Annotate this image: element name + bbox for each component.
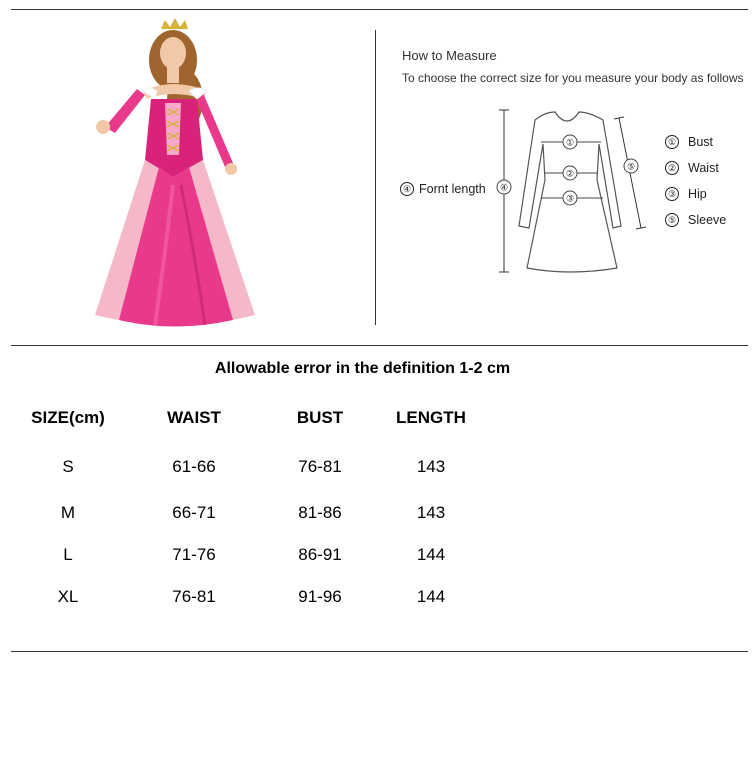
row-m-length: 143 — [416, 503, 446, 522]
row-xl-bust: 91-96 — [298, 587, 342, 606]
row-l-size: L — [63, 545, 73, 564]
row-xl-size: XL — [57, 587, 79, 606]
legend-waist — [665, 161, 719, 175]
legend-number: ③ — [665, 187, 679, 201]
row-s-size: S — [62, 457, 74, 476]
mark-4: ④ — [499, 182, 509, 193]
row-l-bust: 86-91 — [298, 545, 342, 564]
row-m-waist: 66-71 — [172, 503, 216, 522]
front-length-label — [400, 182, 486, 196]
row-xl-length: 144 — [416, 587, 446, 606]
row-s-waist: 61-66 — [172, 457, 216, 476]
front-length-text: Fornt length — [419, 182, 486, 196]
vertical-divider — [375, 30, 376, 325]
row-s-length: 143 — [416, 457, 446, 476]
legend-label: Hip — [688, 187, 707, 201]
row-m-size: M — [60, 503, 76, 522]
header-size: SIZE(cm) — [31, 408, 105, 427]
front-length-number: ④ — [400, 182, 414, 196]
mark-2: ② — [565, 168, 575, 179]
middle-divider — [11, 345, 748, 346]
mark-3: ③ — [565, 193, 575, 204]
legend-number: ① — [665, 135, 679, 149]
top-divider — [11, 9, 748, 10]
how-to-measure-subtitle: To choose the correct size for you measure your body as follows — [402, 71, 744, 85]
row-m-bust: 81-86 — [298, 503, 342, 522]
crown-icon — [161, 18, 188, 29]
legend-label: Sleeve — [688, 213, 727, 227]
legend-number: ② — [665, 161, 679, 175]
row-l-length: 144 — [416, 545, 446, 564]
how-to-measure-title: How to Measure — [402, 48, 497, 63]
bottom-divider — [11, 651, 748, 652]
row-s-bust: 76-81 — [298, 457, 342, 476]
row-l-waist: 71-76 — [172, 545, 216, 564]
header-bust: BUST — [296, 408, 344, 427]
mark-1: ① — [565, 137, 575, 148]
mark-5: ⑤ — [626, 161, 636, 172]
header-length: LENGTH — [396, 408, 466, 427]
legend-label: Waist — [688, 161, 719, 175]
allowable-error-note: Allowable error in the definition 1-2 cm — [214, 360, 511, 377]
legend-bust — [665, 135, 713, 149]
header-waist: WAIST — [167, 408, 221, 427]
legend-label: Bust — [688, 135, 714, 149]
row-xl-waist: 76-81 — [172, 587, 216, 606]
legend-hip — [665, 187, 707, 201]
face — [160, 37, 186, 69]
product-photo — [85, 15, 265, 335]
legend-number: ⑤ — [665, 213, 679, 227]
legend-sleeve — [665, 213, 726, 227]
